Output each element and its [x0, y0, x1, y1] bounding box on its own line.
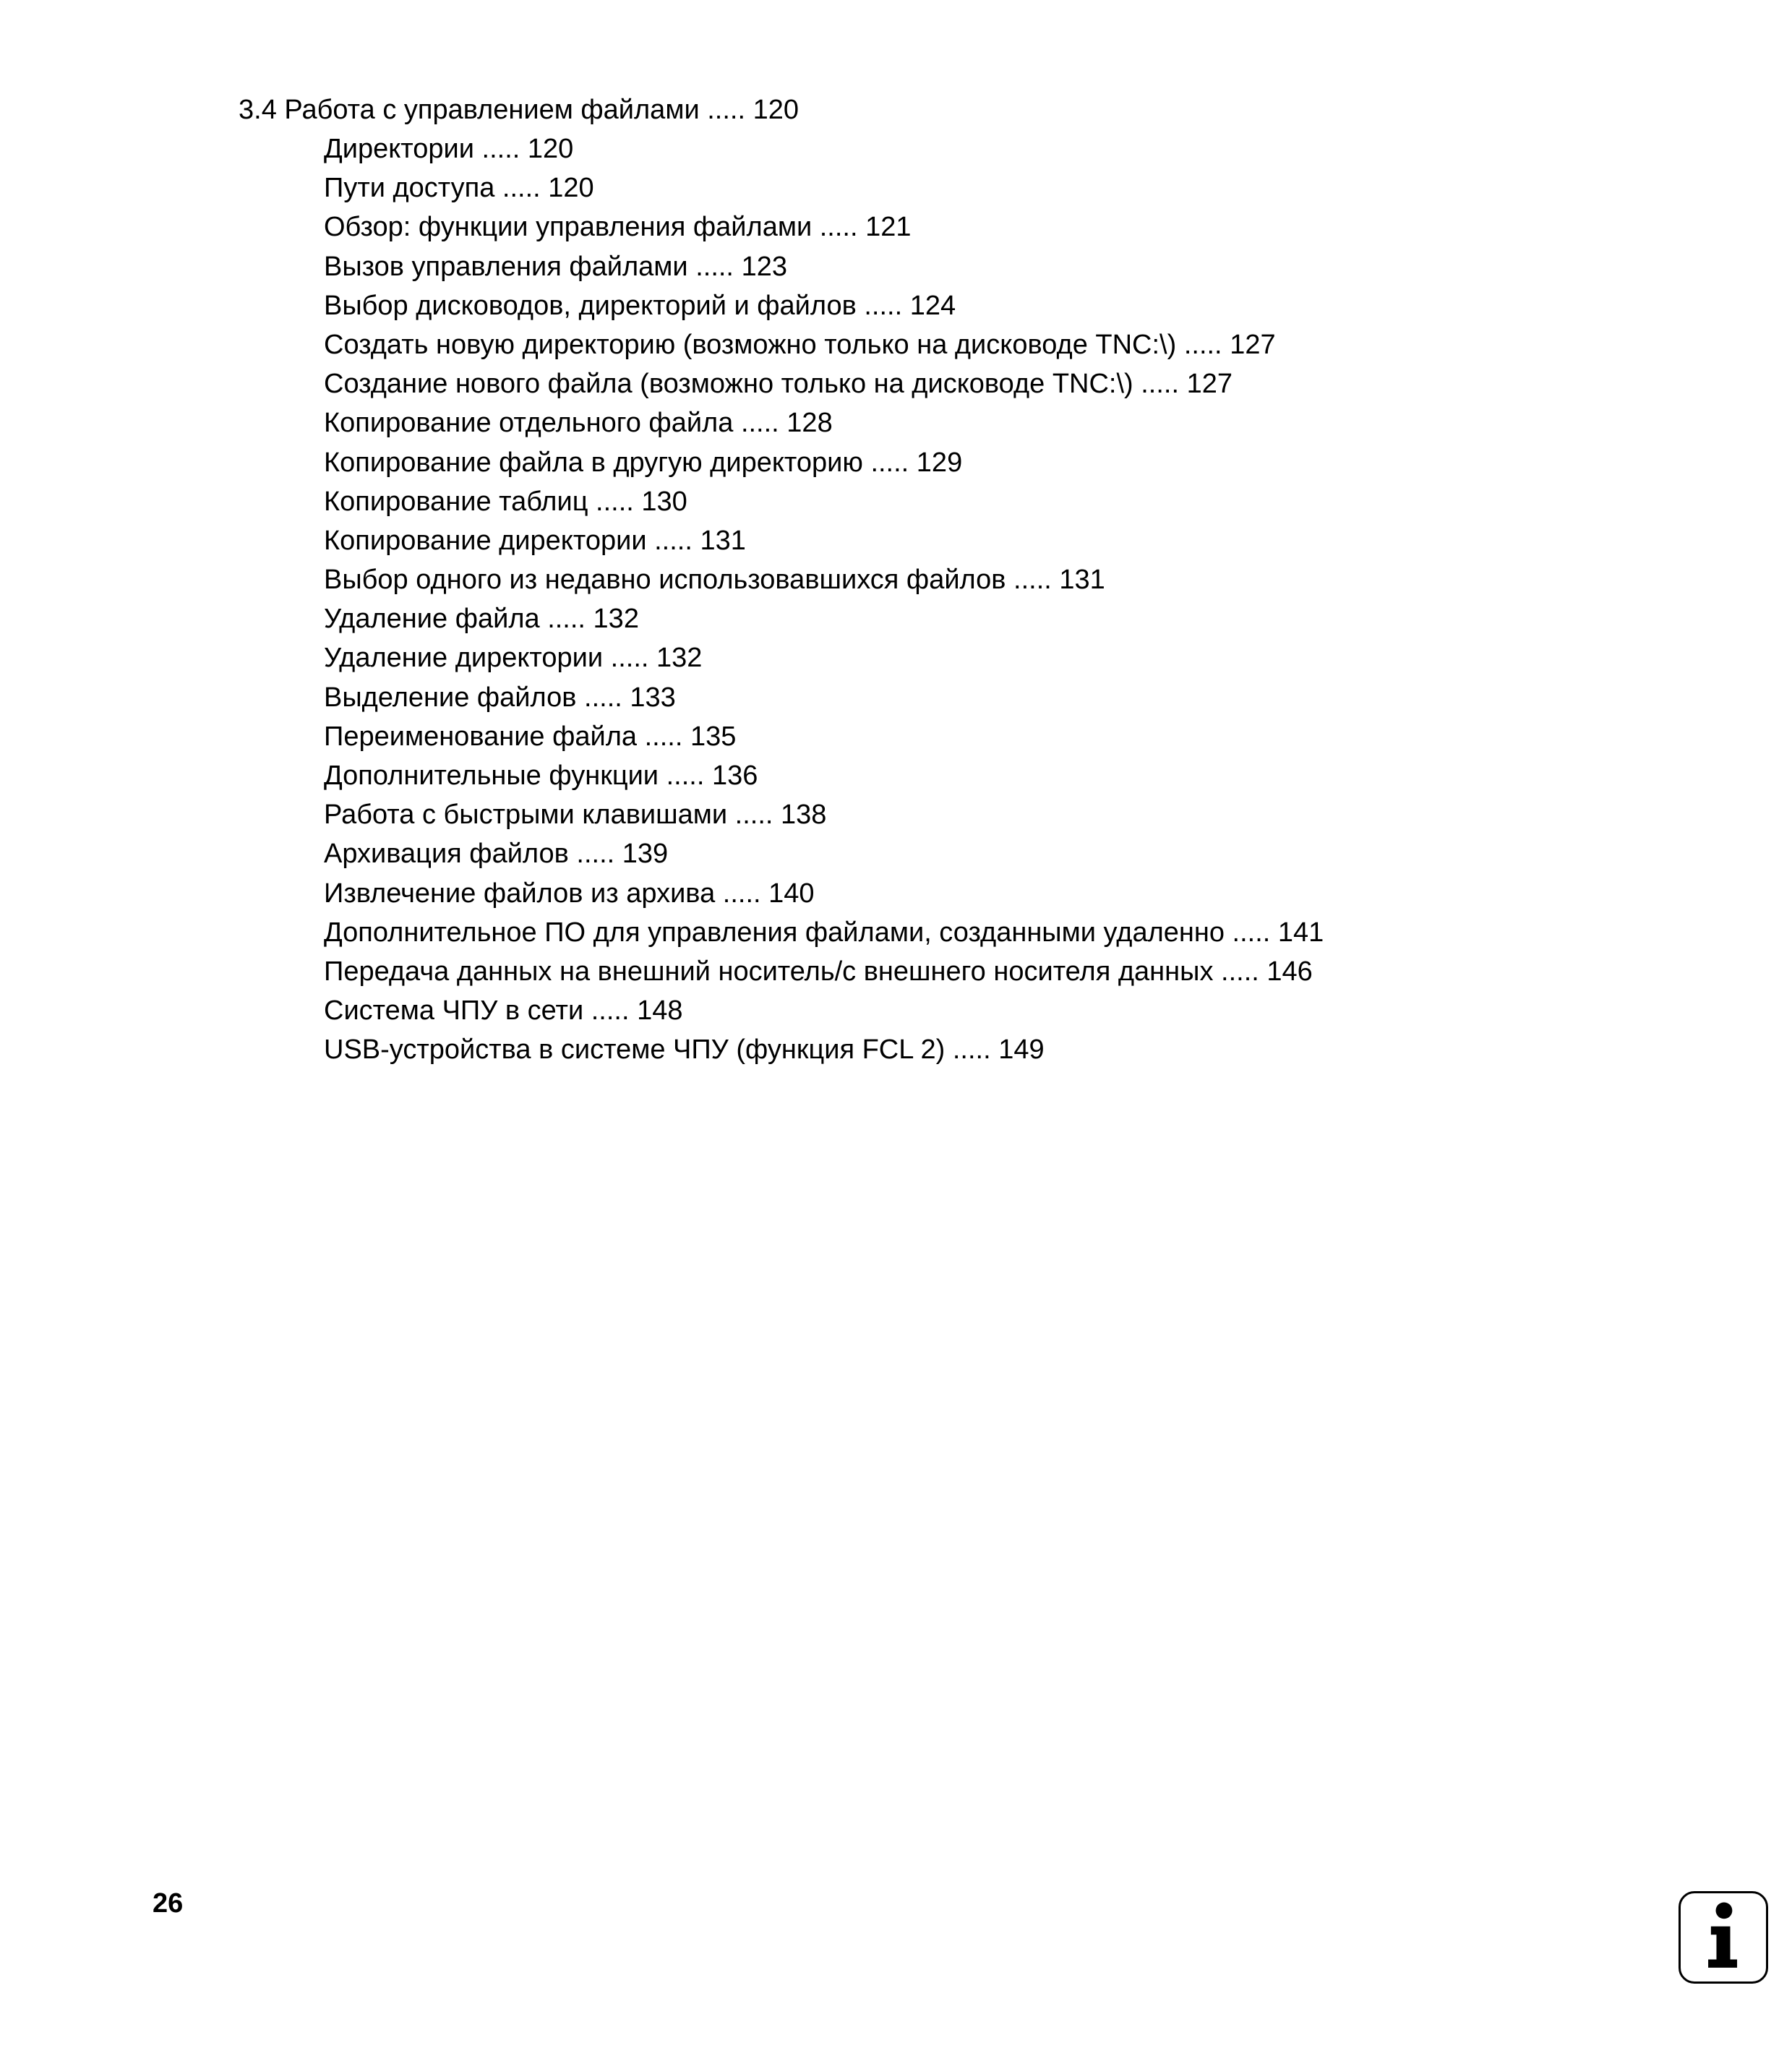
- toc-leader: .....: [481, 134, 520, 164]
- toc-leader: .....: [870, 447, 909, 478]
- toc-leader: .....: [952, 1034, 991, 1066]
- toc-leader: .....: [644, 721, 683, 752]
- toc-entry-page: 133: [630, 682, 676, 713]
- toc-entry-label: Вызов управления файлами: [324, 251, 688, 282]
- toc-entry: [324, 168, 1684, 207]
- toc-entry-page: 136: [711, 760, 758, 791]
- toc-entry-page: 131: [1059, 565, 1105, 596]
- toc-entry: [324, 952, 1684, 991]
- toc-entry-label: USB-устройства в системе ЧПУ (функция FCL 2): [324, 1034, 946, 1066]
- toc-entry: [324, 874, 1684, 913]
- toc-leader: .....: [707, 95, 746, 125]
- toc-entry-page: 138: [781, 800, 827, 831]
- toc-entry-page: 129: [916, 447, 963, 478]
- toc-entry-label: Копирование файла в другую директорию: [324, 447, 863, 478]
- toc-leader: .....: [1183, 329, 1222, 360]
- toc-entry-list: [239, 129, 1684, 1070]
- toc-entry-page: 121: [865, 212, 912, 243]
- toc-entry-page: 127: [1186, 369, 1233, 400]
- toc-entry: [324, 756, 1684, 795]
- toc-entry: [324, 482, 1684, 521]
- toc-entry: [324, 207, 1684, 247]
- toc-leader: .....: [666, 760, 705, 791]
- toc-leader: .....: [734, 800, 773, 831]
- toc-entry-page: 123: [741, 251, 787, 282]
- toc-entry-label: Работа с быстрыми клавишами: [324, 800, 728, 831]
- toc-section-heading: [239, 90, 1684, 129]
- toc-section-label: 3.4 Работа с управлением файлами: [239, 95, 700, 125]
- toc-entry: [324, 560, 1684, 599]
- toc-entry-label: Создание нового файла (возможно только на дисководе TNC:\): [324, 369, 1133, 400]
- toc-entry-label: Создать новую директорию (возможно только на дисководе TNC:\): [324, 329, 1177, 360]
- toc-entry-label: Дополнительные функции: [324, 760, 659, 791]
- toc-entry: [324, 599, 1684, 638]
- toc-entry-page: 127: [1230, 329, 1276, 360]
- toc-entry: [324, 521, 1684, 560]
- toc-leader: .....: [695, 251, 734, 282]
- toc-entry-page: 131: [700, 525, 746, 556]
- toc-leader: .....: [576, 839, 615, 870]
- toc-entry-label: Выбор дисководов, директорий и файлов: [324, 290, 857, 321]
- toc-leader: .....: [1013, 565, 1052, 596]
- toc-entry: [324, 717, 1684, 756]
- toc-entry-label: Директории: [324, 134, 474, 164]
- toc-leader: .....: [654, 525, 693, 556]
- toc-entry-label: Система ЧПУ в сети: [324, 995, 584, 1027]
- table-of-contents: [239, 90, 1684, 1070]
- toc-leader: .....: [502, 173, 541, 204]
- toc-entry-page: 140: [768, 878, 815, 909]
- toc-entry-label: Удаление директории: [324, 643, 604, 674]
- toc-entry-page: 148: [637, 995, 683, 1027]
- toc-leader: .....: [819, 212, 858, 243]
- toc-entry-page: 149: [998, 1034, 1045, 1066]
- toc-entry-page: 132: [656, 643, 703, 674]
- toc-entry-page: 141: [1277, 917, 1324, 948]
- toc-entry-label: Архивация файлов: [324, 839, 569, 870]
- toc-leader: .....: [610, 643, 649, 674]
- toc-entry: [324, 443, 1684, 482]
- toc-entry: [324, 1030, 1684, 1069]
- toc-entry-label: Обзор: функции управления файлами: [324, 212, 813, 243]
- toc-entry-page: 124: [909, 290, 956, 321]
- toc-entry-page: 120: [548, 173, 594, 204]
- toc-entry-page: 128: [786, 408, 833, 439]
- toc-entry-label: Копирование таблиц: [324, 486, 588, 517]
- toc-entry-label: Переименование файла: [324, 721, 638, 752]
- toc-leader: .....: [596, 486, 634, 517]
- toc-entry-label: Пути доступа: [324, 173, 495, 204]
- toc-entry-label: Выбор одного из недавно использовавшихся файлов: [324, 565, 1006, 596]
- toc-leader: .....: [591, 995, 630, 1027]
- toc-entry: [324, 678, 1684, 717]
- toc-entry-page: 139: [622, 839, 669, 870]
- toc-entry-label: Копирование отдельного файла: [324, 408, 734, 439]
- toc-entry: [324, 286, 1684, 325]
- toc-entry-page: 130: [641, 486, 687, 517]
- toc-entry-page: 132: [593, 604, 639, 635]
- toc-entry: [324, 795, 1684, 834]
- toc-leader: .....: [864, 290, 903, 321]
- info-icon: [1679, 1891, 1768, 1984]
- toc-leader: .....: [740, 408, 779, 439]
- toc-entry-label: Копирование директории: [324, 525, 647, 556]
- toc-entry-page: 135: [690, 721, 737, 752]
- toc-entry-page: 120: [527, 134, 574, 164]
- toc-entry-page: 146: [1266, 956, 1313, 987]
- toc-entry: [324, 913, 1684, 952]
- toc-entry: [324, 991, 1684, 1030]
- toc-entry: [324, 325, 1684, 364]
- toc-entry-label: Извлечение файлов из архива: [324, 878, 716, 909]
- toc-entry: [324, 129, 1684, 168]
- toc-entry-label: Удаление файла: [324, 604, 540, 635]
- toc-leader: .....: [584, 682, 622, 713]
- toc-entry: [324, 364, 1684, 403]
- toc-entry: [324, 403, 1684, 442]
- page-number: 26: [153, 1888, 184, 1919]
- toc-entry-label: Дополнительное ПО для управления файлами, созданными удаленно: [324, 917, 1225, 948]
- toc-leader: .....: [1141, 369, 1180, 400]
- toc-entry-label: Передача данных на внешний носитель/с внешнего носителя данных: [324, 956, 1214, 987]
- toc-leader: .....: [722, 878, 761, 909]
- toc-entry: [324, 834, 1684, 873]
- toc-section-page: 120: [753, 95, 799, 125]
- toc-entry: [324, 638, 1684, 677]
- toc-entry-label: Выделение файлов: [324, 682, 577, 713]
- toc-leader: .....: [547, 604, 586, 635]
- toc-leader: .....: [1221, 956, 1259, 987]
- toc-entry: [324, 247, 1684, 286]
- toc-leader: .....: [1232, 917, 1271, 948]
